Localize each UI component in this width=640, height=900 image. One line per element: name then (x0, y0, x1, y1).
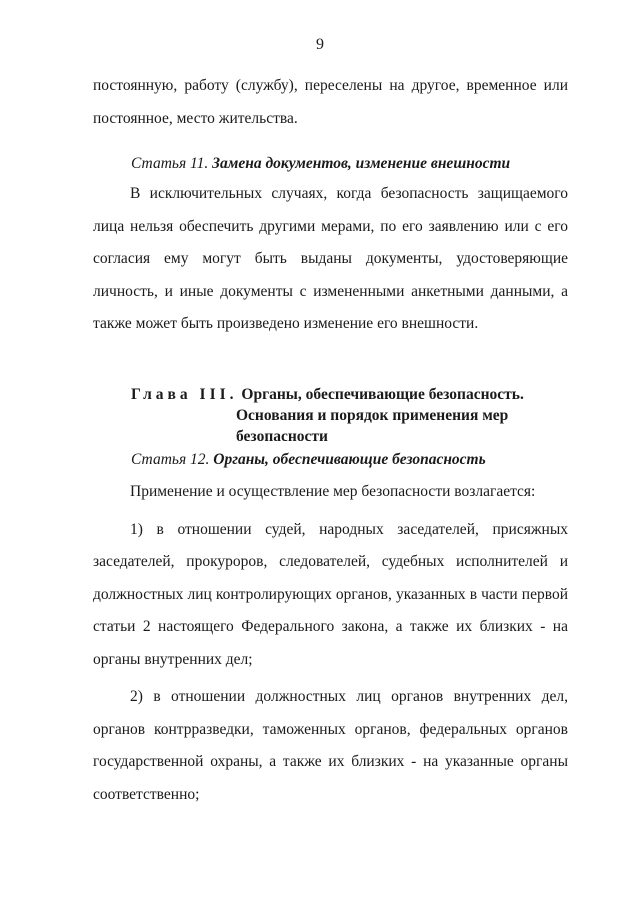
page-number: 9 (316, 36, 324, 53)
chapter-3-title-line-3: безопасности (236, 428, 328, 445)
opening-paragraph: постоянную, работу (службу), переселены на другое, временное или постоянное, место жительства. (93, 77, 568, 127)
article-12-number: Статья 12. (131, 451, 210, 468)
chapter-3-title-line-2: Основания и порядок применения мер (236, 407, 509, 424)
article-12-body (93, 476, 568, 811)
article-12-item-1: 1) в отношении судей, народных заседателей, присяжных заседателей, прокуроров, следователей, судебных исполнителей и должностных лиц контролирующих органов, указанных в части первой статьи 2 настоящего Федерального закона, а также их близких - на органы внутренних дел; (93, 520, 568, 668)
article-11-number: Статья 11. (131, 155, 209, 172)
article-11-title: Замена документов, изменение внешности (212, 155, 511, 172)
chapter-3-label: Глава III. (131, 386, 238, 403)
article-11-text: В исключительных случаях, когда безопасность защищаемого лица нельзя обеспечить другими мерами, по его заявлению или с его согласия ему могут быть выданы документы, удостоверяющие личность, и иные документы с измененными анкетными данными, а также может быть произведено изменение его внешности. (93, 185, 568, 332)
article-11-body (93, 178, 568, 341)
article-12-intro: Применение и осуществление мер безопасности возлагается: (130, 483, 536, 500)
chapter-3-heading (131, 384, 571, 447)
article-12-heading (131, 451, 486, 469)
article-11-heading (131, 155, 510, 173)
article-12-title: Органы, обеспечивающие безопасность (213, 451, 486, 468)
opening-paragraph-block (93, 70, 568, 135)
article-12-item-2: 2) в отношении должностных лиц органов внутренних дел, органов контрразведки, таможенных органов, федеральных органов государственной охраны, а также их близких - на указанные органы соответственно; (93, 688, 568, 803)
chapter-3-title-line-1: Органы, обеспечивающие безопасность. (241, 386, 524, 403)
